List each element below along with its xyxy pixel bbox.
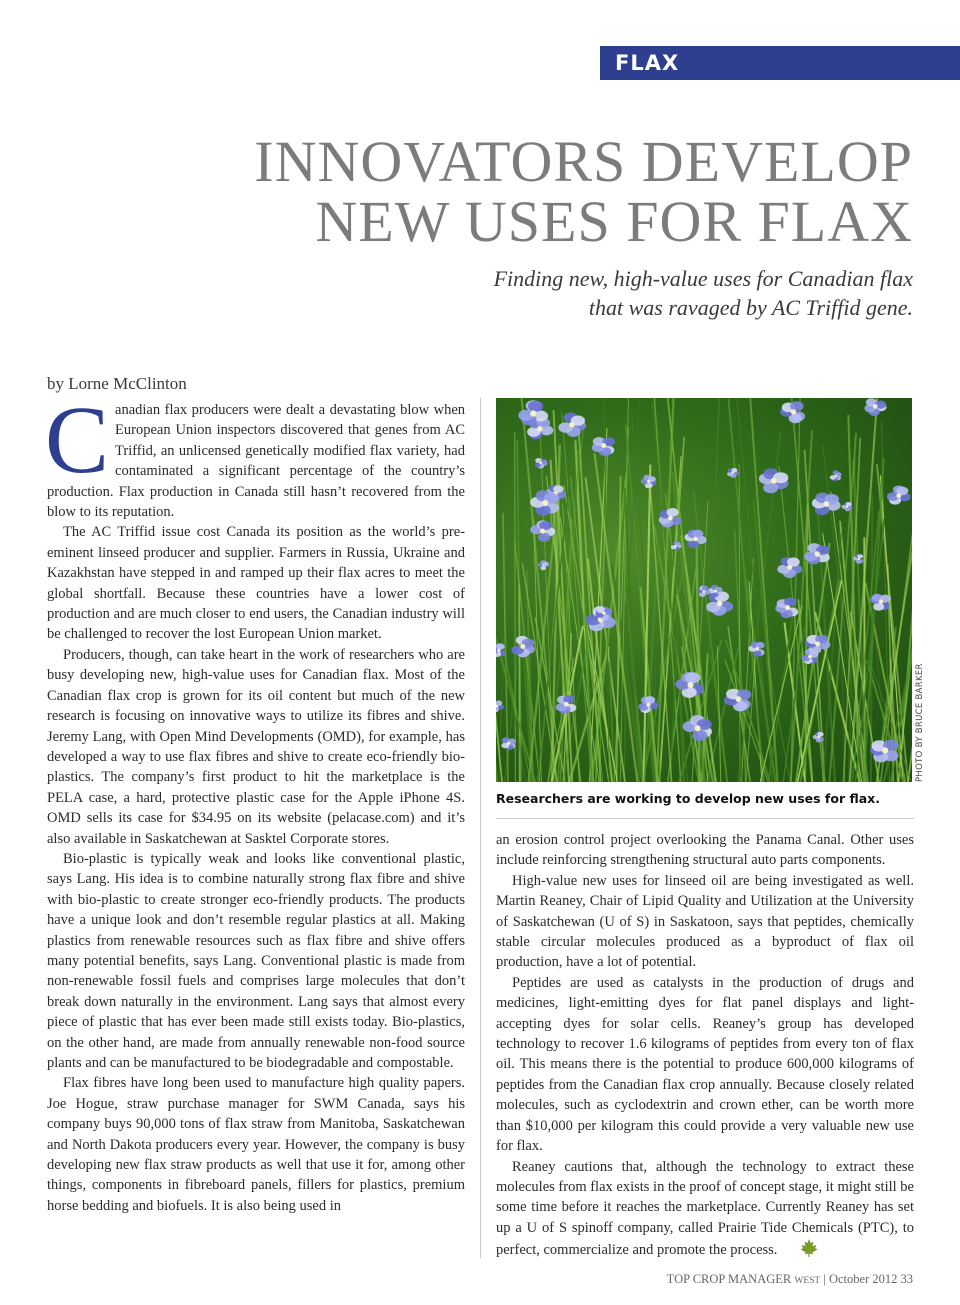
flax-flowers-illustration	[496, 398, 912, 782]
magazine-edition: WEST	[794, 1276, 821, 1286]
paragraph: an erosion control project overlooking the Panama Canal. Other uses include reinforcing strengthening structural auto parts components.	[496, 832, 914, 869]
article-deck	[313, 264, 913, 322]
paragraph-text: Reaney cautions that, although the technology to extract these molecules from flax exists in the proof of concept stage, it might still be some time before it reaches the marketplace. Currently Reaney has set up a U of S spinoff company, called Prairie Tide Chemicals (PTC), to perfect, commercialize and promote the process.	[496, 1158, 914, 1259]
maple-leaf-icon	[783, 1238, 819, 1264]
drop-cap: C	[45, 386, 110, 493]
byline: by Lorne McClinton	[47, 374, 187, 393]
paragraph: The AC Triffid issue cost Canada its position as the world’s pre-eminent linseed producer and supplier. Farmers in Russia, Ukraine and Kazakhstan have stepped in and ramped up their flax acres to meet the global shortfall. Because these countries have a lower cost of production and are much closer to end users, the Canadian industry will be challenged to recover the lost European Union market.	[47, 524, 465, 643]
photo-credit: PHOTO BY BRUCE BARKER	[915, 663, 925, 782]
page-footer	[667, 1272, 913, 1287]
issue-date: October 2012	[828, 1272, 898, 1286]
magazine-name: TOP CROP MANAGER	[666, 1272, 792, 1286]
paragraph	[45, 386, 465, 522]
deck-line-2: that was ravaged by AC Triffid gene.	[588, 295, 913, 320]
page-number: 33	[900, 1272, 913, 1286]
paragraph-text: anadian flax producers were dealt a devastating blow when European Union inspectors discovered that genes from AC Triffid, an unlicensed genetically modified flax variety, had contaminated a significant percentage of the country’s production. Flax production in Canada still hasn’t recovered from the blow to its reputation.	[47, 402, 465, 521]
paragraph: High-value new uses for linseed oil are being investigated as well. Martin Reaney, Chair of Lipid Quality and Utilization at the University of Saskatchewan (U of S) in Saskatoon, says that peptides, chemically stable circular molecules produced as a byproduct of flax oil production, have a lot of potential.	[496, 872, 914, 971]
paragraph	[496, 1157, 914, 1265]
paragraph: Flax fibres have long been used to manufacture high quality papers. Joe Hogue, straw purchase manager for SWM Canada, says his company buys 90,000 tons of flax straw from Manitoba, Saskatchewan and North Dakota producers every year. However, the company is busy developing new flax straw products as well that use it for, among other things, components in fibreboard panels, fillers for plastics, premium horse bedding and biofuels. It is also being used in	[47, 1075, 465, 1214]
right-column	[496, 830, 914, 1265]
column-divider	[480, 398, 481, 1258]
paragraph: Peptides are used as catalysts in the production of drugs and medicines, light-emitting dyes for flat panel displays and light-accepting dyes for solar cells. Reaney’s group has developed technology to recover 1.6 kilograms of peptides from every ton of flax oil. This means there is the potential to produce 600,000 kilograms of peptides from the Canadian flax crop annually. Because closely related molecules, such as cyclodextrin and crown ether, can be worth more than $10,000 per kilogram this could provide a very valuable new use for flax.	[496, 974, 914, 1155]
headline-line-2: NEW USES FOR FLAX	[315, 189, 913, 254]
left-column	[45, 386, 465, 1216]
paragraph: Bio-plastic is typically weak and looks like conventional plastic, says Lang. His idea is to combine naturally strong flax fibre and shive with bio-plastic to create stronger eco-friendly products. The products have a unique look and don’t resemble regular plastics at all. Making plastics from renewable resources such as flax fibre and shive offers many potential benefits, says Lang. Conventional plastic is made from non-renewable fossil fuels and comprises large molecules that don’t break down naturally in the environment. Lang says that almost every piece of plastic that has ever been made still exists today. Bio-plastics, on the other hand, are made from annually renewable non-food source plants and can be manufactured to be biodegradable and compostable.	[47, 850, 465, 1071]
section-tab: FLAX	[600, 46, 960, 80]
flax-field-photo	[496, 398, 912, 782]
photo-caption: Researchers are working to develop new uses for flax.	[496, 791, 880, 806]
deck-line-1: Finding new, high-value uses for Canadian flax	[493, 266, 913, 291]
headline-line-1: INNOVATORS DEVELOP	[254, 129, 913, 194]
caption-rule	[496, 818, 914, 819]
article-headline	[113, 129, 913, 254]
paragraph: Producers, though, can take heart in the work of researchers who are busy developing new, high-value uses for Canadian flax. Most of the Canadian flax crop is grown for its oil content but much of the new research is focusing on innovative ways to utilize its fibres and shive. Jeremy Lang, with Open Mind Developments (OMD), for example, has developed a way to use flax fibres and shive to create eco-friendly bio-plastics. The company’s first product to hit the marketplace is the PELA case, a hard, protective plastic case for the Apple iPhone 4S. OMD sells its case for $34.95 on its website (pelacase.com) and it’s also available in Saskatchewan at Sasktel Corporate stores.	[47, 646, 465, 847]
footer-separator: |	[823, 1272, 826, 1286]
